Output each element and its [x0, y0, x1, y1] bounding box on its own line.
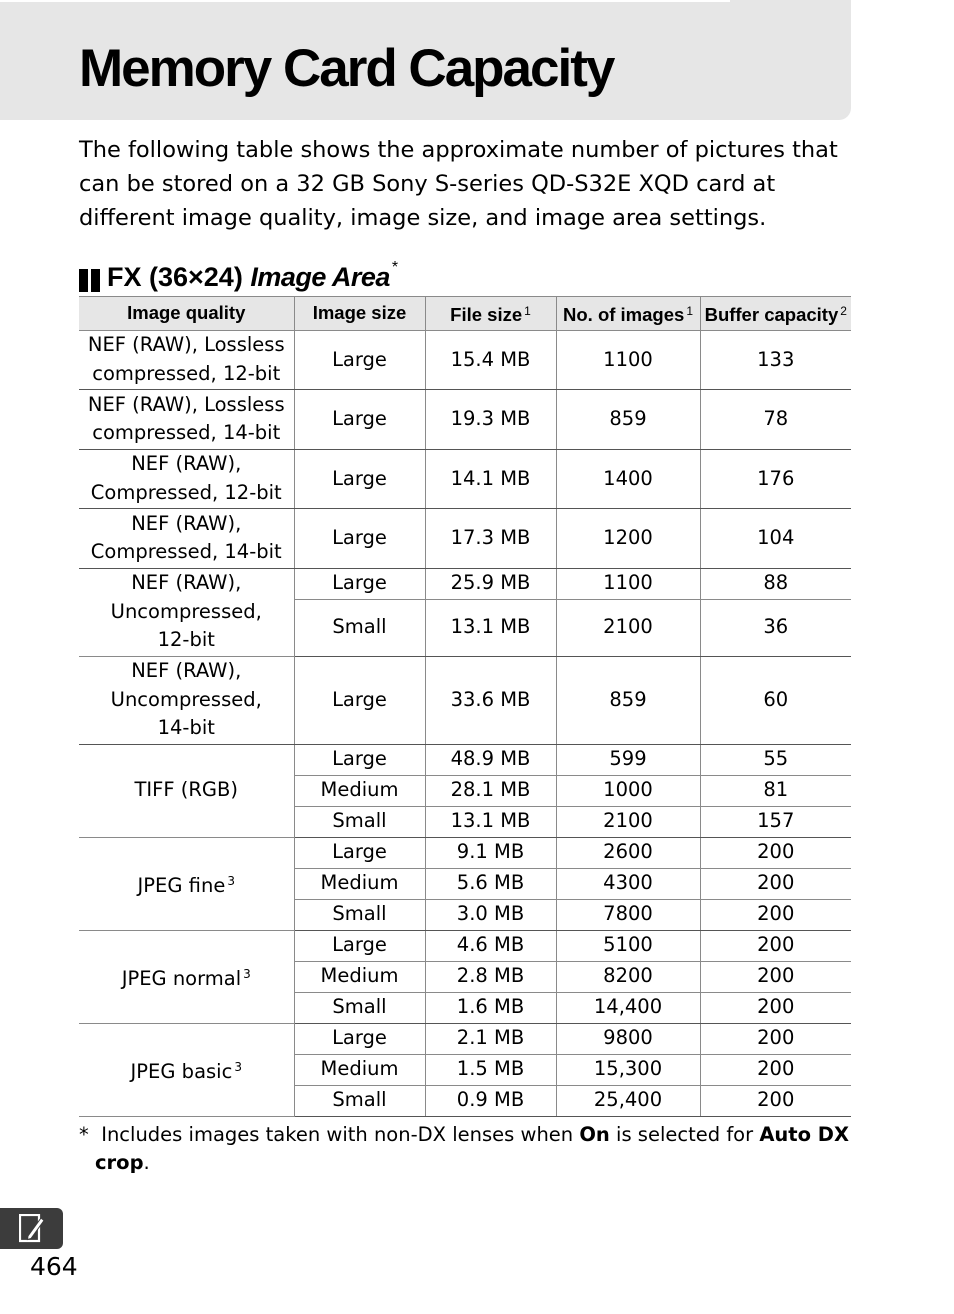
footnote-text: Includes images taken with non-DX lenses when	[95, 1123, 580, 1146]
footnote	[79, 1121, 851, 1177]
pencil-notebook-icon	[19, 1214, 45, 1243]
cell-buffer-capacity: 200	[700, 1054, 851, 1085]
header-buffer-capacity: Buffer capacity $^2$	[700, 297, 851, 331]
cell-file-size: 13.1 MB	[425, 806, 556, 837]
cell-file-size: 14.1 MB	[425, 449, 556, 509]
cell-no-of-images: 1400	[556, 449, 700, 509]
cell-image-quality	[79, 930, 294, 1023]
cell-buffer-capacity: 60	[700, 656, 851, 744]
cell-file-size: 1.6 MB	[425, 992, 556, 1023]
cell-image-quality	[79, 390, 294, 450]
cell-no-of-images: 1100	[556, 330, 700, 390]
image-quality-line: compressed, 14-bit	[92, 421, 281, 445]
header-file-size: File size $^1$	[425, 297, 556, 331]
image-quality-line: NEF (RAW),	[131, 659, 242, 683]
cell-no-of-images: 1100	[556, 568, 700, 599]
header-no-of-images: No. of images $^1$	[556, 297, 700, 331]
cell-file-size: 33.6 MB	[425, 656, 556, 744]
cell-no-of-images: 9800	[556, 1023, 700, 1054]
image-quality-line: Uncompressed,	[110, 599, 262, 623]
image-quality-line: TIFF (RGB)	[134, 778, 239, 802]
cell-file-size: 19.3 MB	[425, 390, 556, 450]
cell-file-size: 9.1 MB	[425, 837, 556, 868]
image-quality-line: compressed, 12-bit	[92, 361, 281, 385]
cell-buffer-capacity: 104	[700, 509, 851, 569]
image-quality-footnote: 3	[227, 873, 235, 888]
cell-image-size: Large	[294, 449, 425, 509]
cell-image-size: Large	[294, 930, 425, 961]
cell-buffer-capacity: 133	[700, 330, 851, 390]
cell-image-size: Large	[294, 568, 425, 599]
cell-no-of-images: 2100	[556, 599, 700, 656]
table-row	[79, 568, 851, 599]
image-quality-line: NEF (RAW), Lossless	[87, 333, 285, 357]
cell-image-size: Large	[294, 656, 425, 744]
cell-file-size: 13.1 MB	[425, 599, 556, 656]
image-quality-line: JPEG fine	[137, 873, 226, 897]
cell-image-quality	[79, 744, 294, 837]
cell-buffer-capacity: 176	[700, 449, 851, 509]
cell-file-size: 0.9 MB	[425, 1085, 556, 1116]
cell-no-of-images: 2100	[556, 806, 700, 837]
cell-file-size: 17.3 MB	[425, 509, 556, 569]
image-quality-line: Compressed, 12-bit	[90, 480, 282, 504]
cell-buffer-capacity: 200	[700, 992, 851, 1023]
table-row	[79, 837, 851, 868]
footnote-bold-crop: crop	[95, 1151, 144, 1174]
footnote-text: .	[143, 1151, 150, 1174]
table-row	[79, 1023, 851, 1054]
cell-buffer-capacity: 78	[700, 390, 851, 450]
cell-buffer-capacity: 81	[700, 775, 851, 806]
cell-image-size: Large	[294, 390, 425, 450]
capacity-table	[79, 296, 851, 1117]
cell-image-size: Small	[294, 899, 425, 930]
cell-file-size: 2.8 MB	[425, 961, 556, 992]
cell-file-size: 1.5 MB	[425, 1054, 556, 1085]
cell-no-of-images: 859	[556, 390, 700, 450]
cell-file-size: 48.9 MB	[425, 744, 556, 775]
cell-image-size: Medium	[294, 775, 425, 806]
section-marker-icon	[79, 261, 103, 297]
section-heading-prefix: FX (36×24)	[107, 262, 251, 292]
image-quality-line: NEF (RAW),	[131, 511, 242, 535]
section-heading-italic: Image Area	[250, 262, 390, 292]
cell-no-of-images: 25,400	[556, 1085, 700, 1116]
table-row	[79, 509, 851, 569]
cell-buffer-capacity: 157	[700, 806, 851, 837]
image-quality-line: 12-bit	[157, 628, 215, 652]
cell-buffer-capacity: 200	[700, 1023, 851, 1054]
image-quality-line: NEF (RAW), Lossless	[87, 392, 285, 416]
cell-buffer-capacity: 36	[700, 599, 851, 656]
table-row	[79, 656, 851, 744]
image-quality-footnote: 3	[243, 966, 251, 981]
cell-image-size: Small	[294, 1085, 425, 1116]
cell-image-size: Large	[294, 330, 425, 390]
cell-image-quality	[79, 449, 294, 509]
image-quality-line: JPEG basic	[130, 1059, 233, 1083]
image-quality-line: 14-bit	[157, 716, 215, 740]
cell-no-of-images: 2600	[556, 837, 700, 868]
section-heading	[79, 250, 398, 297]
image-quality-line: Uncompressed,	[110, 687, 262, 711]
cell-buffer-capacity: 88	[700, 568, 851, 599]
cell-buffer-capacity: 200	[700, 868, 851, 899]
cell-no-of-images: 14,400	[556, 992, 700, 1023]
cell-no-of-images: 1000	[556, 775, 700, 806]
cell-buffer-capacity: 200	[700, 899, 851, 930]
table-row	[79, 449, 851, 509]
cell-no-of-images: 1200	[556, 509, 700, 569]
cell-buffer-capacity: 55	[700, 744, 851, 775]
header-image-size: Image size	[294, 297, 425, 331]
cell-image-size: Medium	[294, 1054, 425, 1085]
cell-file-size: 3.0 MB	[425, 899, 556, 930]
table-row	[79, 330, 851, 390]
cell-file-size: 2.1 MB	[425, 1023, 556, 1054]
section-heading-footnote-mark: *	[391, 259, 399, 276]
table-row	[79, 744, 851, 775]
cell-image-size: Small	[294, 806, 425, 837]
cell-file-size: 15.4 MB	[425, 330, 556, 390]
cell-image-size: Medium	[294, 868, 425, 899]
image-quality-line: NEF (RAW),	[131, 571, 242, 595]
cell-image-size: Large	[294, 837, 425, 868]
title-band-strip	[0, 0, 730, 2]
cell-image-quality	[79, 837, 294, 930]
header-image-quality: Image quality	[79, 297, 294, 331]
cell-buffer-capacity: 200	[700, 1085, 851, 1116]
cell-image-quality	[79, 1023, 294, 1116]
cell-image-quality	[79, 568, 294, 656]
table-body	[79, 330, 851, 1116]
footnote-bold-auto-dx: Auto DX	[759, 1123, 850, 1146]
cell-image-quality	[79, 509, 294, 569]
cell-buffer-capacity: 200	[700, 961, 851, 992]
cell-file-size: 28.1 MB	[425, 775, 556, 806]
cell-no-of-images: 15,300	[556, 1054, 700, 1085]
cell-no-of-images: 4300	[556, 868, 700, 899]
cell-image-quality	[79, 656, 294, 744]
table-row	[79, 930, 851, 961]
cell-file-size: 25.9 MB	[425, 568, 556, 599]
cell-buffer-capacity: 200	[700, 930, 851, 961]
cell-no-of-images: 8200	[556, 961, 700, 992]
cell-image-size: Small	[294, 992, 425, 1023]
page-number: 464	[30, 1252, 78, 1281]
footnote-bold-on: On	[579, 1123, 610, 1146]
cell-image-size: Large	[294, 744, 425, 775]
cell-image-quality	[79, 330, 294, 390]
table-header-row	[79, 297, 851, 331]
cell-image-size: Small	[294, 599, 425, 656]
table-row	[79, 390, 851, 450]
cell-no-of-images: 5100	[556, 930, 700, 961]
cell-file-size: 5.6 MB	[425, 868, 556, 899]
cell-no-of-images: 599	[556, 744, 700, 775]
cell-image-size: Medium	[294, 961, 425, 992]
cell-buffer-capacity: 200	[700, 837, 851, 868]
footnote-mark: *	[79, 1123, 89, 1146]
cell-file-size: 4.6 MB	[425, 930, 556, 961]
cell-no-of-images: 7800	[556, 899, 700, 930]
image-quality-line: JPEG normal	[121, 966, 242, 990]
cell-image-size: Large	[294, 1023, 425, 1054]
image-quality-footnote: 3	[234, 1059, 242, 1074]
section-tab	[0, 1208, 63, 1249]
footnote-text: is selected for	[609, 1123, 760, 1146]
image-quality-line: NEF (RAW),	[131, 452, 242, 476]
cell-image-size: Large	[294, 509, 425, 569]
image-quality-line: Compressed, 14-bit	[90, 540, 282, 564]
intro-paragraph: The following table shows the approximate number of pictures that can be stored on a 32 GB Sony S-series QD-S32E XQD card at different image quality, image size, and image area settings.	[79, 137, 838, 231]
cell-no-of-images: 859	[556, 656, 700, 744]
page-title: Memory Card Capacity	[79, 39, 614, 98]
